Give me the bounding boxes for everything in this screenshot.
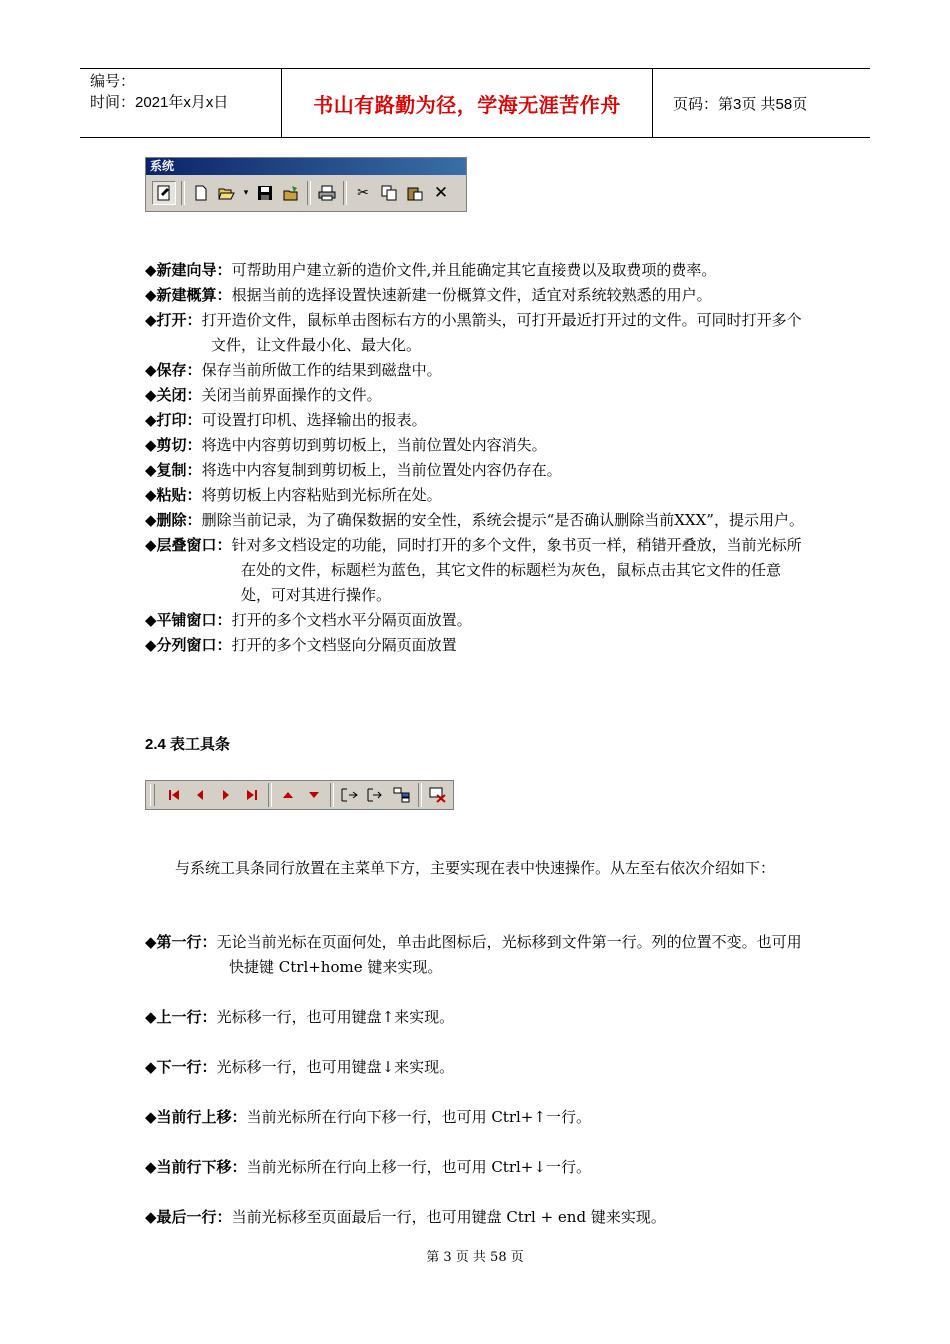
delete-row-icon[interactable] [427, 784, 449, 806]
list-item: ◆平铺窗口：打开的多个文档水平分隔页面放置。 [145, 611, 472, 629]
paste-icon[interactable] [404, 182, 426, 204]
toolbar-separator [307, 181, 311, 205]
list-item: ◆层叠窗口：针对多文档设定的功能，同时打开的多个文件，象书页一样，稍错开叠放，当前光标所在处的文件，标题栏为蓝色，其它文件的标题栏为灰色，鼠标点击其它文件的任意处，可对其进行操作。 [145, 536, 802, 604]
table-item: ◆上一行：光标移一行，也可用键盘↑来实现。 [145, 1008, 455, 1026]
list-item: ◆粘贴：将剪切板上内容粘贴到光标所在处。 [145, 486, 442, 504]
time-label: 时间：2021年x月x日 [90, 94, 229, 111]
intro-paragraph: 与系统工具条同行放置在主菜单下方，主要实现在表中快速操作。从左至右依次介绍如下： [175, 859, 776, 877]
list-item: ◆分列窗口：打开的多个文档竖向分隔页面放置 [145, 636, 457, 654]
table-item: ◆当前行下移：当前光标所在行向上移一行，也可用 Ctrl+↓一行。 [145, 1158, 591, 1176]
prev-row-icon[interactable] [189, 784, 211, 806]
delete-icon[interactable]: ✕ [433, 183, 449, 203]
list-item: ◆复制：将选中内容复制到剪切板上，当前位置处内容仍存在。 [145, 461, 562, 479]
system-toolbar [145, 157, 467, 212]
page-info: 页码：第3页 共58页 [673, 95, 808, 113]
list-item: ◆新建向导：可帮助用户建立新的造价文件,并且能确定其它直接费以及取费项的费率。 [145, 261, 717, 279]
print-icon[interactable] [316, 182, 338, 204]
dropdown-arrow-icon[interactable]: ▾ [243, 188, 249, 198]
insert-row-icon[interactable] [339, 784, 361, 806]
first-row-icon[interactable] [163, 784, 185, 806]
last-row-icon[interactable] [241, 784, 263, 806]
header-meta-cell [80, 69, 282, 137]
close-file-icon[interactable] [280, 182, 302, 204]
copy-icon[interactable] [378, 182, 400, 204]
table-item: ◆下一行：光标移一行，也可用键盘↓来实现。 [145, 1058, 455, 1076]
toolbar-separator [181, 181, 185, 205]
system-toolbar-title: 系统 [146, 158, 466, 175]
move-up-icon[interactable] [277, 784, 299, 806]
save-icon[interactable] [254, 182, 276, 204]
table-item: ◆最后一行：当前光标移至页面最后一行，也可用键盘 Ctrl + end 键来实现。 [145, 1208, 666, 1226]
list-item: ◆新建概算：根据当前的选择设置快速新建一份概算文件，适宜对系统较熟悉的用户。 [145, 286, 712, 304]
append-row-icon[interactable] [365, 784, 387, 806]
insert-child-icon[interactable] [391, 784, 413, 806]
list-item: ◆关闭：关闭当前界面操作的文件。 [145, 386, 382, 404]
move-down-icon[interactable] [303, 784, 325, 806]
toolbar-separator [343, 181, 347, 205]
list-item: ◆打印：可设置打印机、选择输出的报表。 [145, 411, 427, 429]
list-item: ◆保存：保存当前所做工作的结果到磁盘中。 [145, 361, 442, 379]
cut-icon[interactable]: ✂ [357, 185, 369, 201]
toolbar-separator [330, 783, 334, 807]
list-item: ◆删除：删除当前记录，为了确保数据的安全性，系统会提示“是否确认删除当前XXX”，提示用户。 [145, 511, 804, 529]
new-wizard-icon[interactable] [152, 181, 176, 205]
section-title: 2.4 表工具条 [145, 736, 231, 753]
table-toolbar [145, 780, 454, 810]
open-folder-icon[interactable] [216, 182, 238, 204]
new-file-icon[interactable] [190, 182, 212, 204]
page-header [80, 68, 870, 138]
toolbar-separator [268, 783, 272, 807]
system-items-list [145, 258, 810, 658]
list-item: ◆剪切：将选中内容剪切到剪切板上，当前位置处内容消失。 [145, 436, 547, 454]
toolbar-grip[interactable] [150, 784, 155, 806]
page-footer: 第 3 页 共 58 页 [426, 1250, 524, 1265]
table-item: ◆当前行上移：当前光标所在行向下移一行，也可用 Ctrl+↑一行。 [145, 1108, 591, 1126]
table-item: ◆第一行：无论当前光标在页面何处，单击此图标后，光标移到文件第一行。列的位置不变。也可用快捷键 Ctrl+home 键来实现。 [145, 933, 802, 976]
motto: 书山有路勤为径，学海无涯苦作舟 [282, 69, 653, 137]
number-label: 编号： [90, 73, 136, 90]
toolbar-separator [418, 783, 422, 807]
next-row-icon[interactable] [215, 784, 237, 806]
list-item: ◆打开：打开造价文件，鼠标单击图标右方的小黑箭头，可打开最近打开过的文件。可同时打开多个文件，让文件最小化、最大化。 [145, 311, 802, 354]
